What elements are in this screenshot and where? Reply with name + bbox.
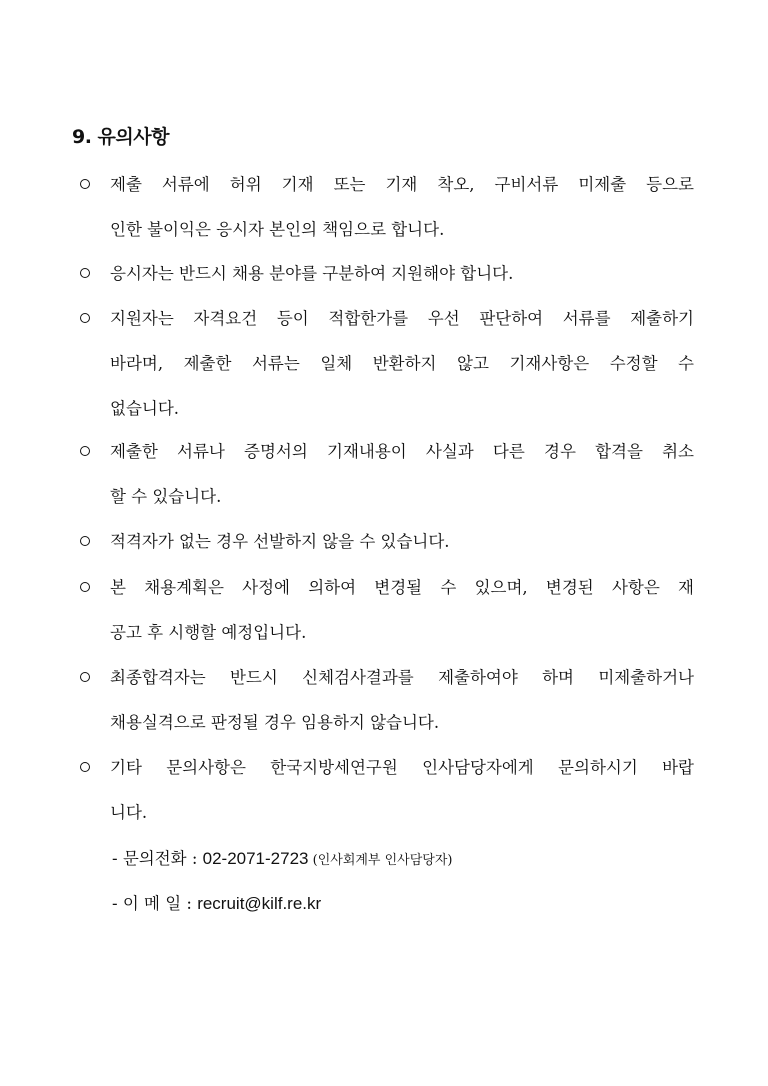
notice-text: 적격자가 없는 경우 선발하지 않을 수 있습니다.	[110, 532, 450, 551]
contact-email	[112, 893, 321, 915]
contact-phone-note: (인사회계부 인사담당자)	[308, 853, 453, 868]
notice-text: 니다.	[110, 803, 148, 822]
notice-text: 공고 후 시행할 예정입니다.	[110, 623, 307, 642]
notice-text: 제출 서류에 허위 기재 또는 기재 착오, 구비서류 미제출 등으로	[110, 175, 694, 194]
notice-text: 바라며, 제출한 서류는 일체 반환하지 않고 기재사항은 수정할 수	[110, 354, 694, 373]
notice-text: 채용실격으로 판정될 경우 임용하지 않습니다.	[110, 713, 440, 732]
contact-email-address: recruit@kilf.re.kr	[197, 894, 322, 913]
circle-bullet-icon	[80, 268, 90, 278]
circle-bullet-icon	[80, 536, 90, 546]
circle-bullet-icon	[80, 446, 90, 456]
circle-bullet-icon	[80, 179, 90, 189]
circle-bullet-icon	[80, 762, 90, 772]
contact-phone	[112, 848, 453, 872]
notice-text: 할 수 있습니다.	[110, 487, 222, 506]
contact-phone-number: 02-2071-2723	[202, 849, 309, 868]
notice-text: 없습니다.	[110, 399, 180, 418]
notice-text: 본 채용계획은 사정에 의하여 변경될 수 있으며, 변경된 사항은 재	[110, 578, 694, 597]
contact-phone-label: - 문의전화 :	[112, 849, 203, 868]
circle-bullet-icon	[80, 672, 90, 682]
notice-text: 지원자는 자격요건 등이 적합한가를 우선 판단하여 서류를 제출하기	[110, 309, 694, 328]
notice-text: 응시자는 반드시 채용 분야를 구분하여 지원해야 합니다.	[110, 264, 514, 283]
notice-text: 최종합격자는 반드시 신체검사결과를 제출하여야 하며 미제출하거나	[110, 668, 694, 687]
circle-bullet-icon	[80, 313, 90, 323]
notice-text: 기타 문의사항은 한국지방세연구원 인사담당자에게 문의하시기 바랍	[110, 758, 694, 777]
circle-bullet-icon	[80, 582, 90, 592]
notice-text: 인한 불이익은 응시자 본인의 책임으로 합니다.	[110, 220, 445, 239]
notice-text: 제출한 서류나 증명서의 기재내용이 사실과 다른 경우 합격을 취소	[110, 442, 694, 461]
section-title: 9. 유의사항	[72, 126, 169, 148]
contact-email-label: - 이 메 일 :	[112, 894, 198, 913]
